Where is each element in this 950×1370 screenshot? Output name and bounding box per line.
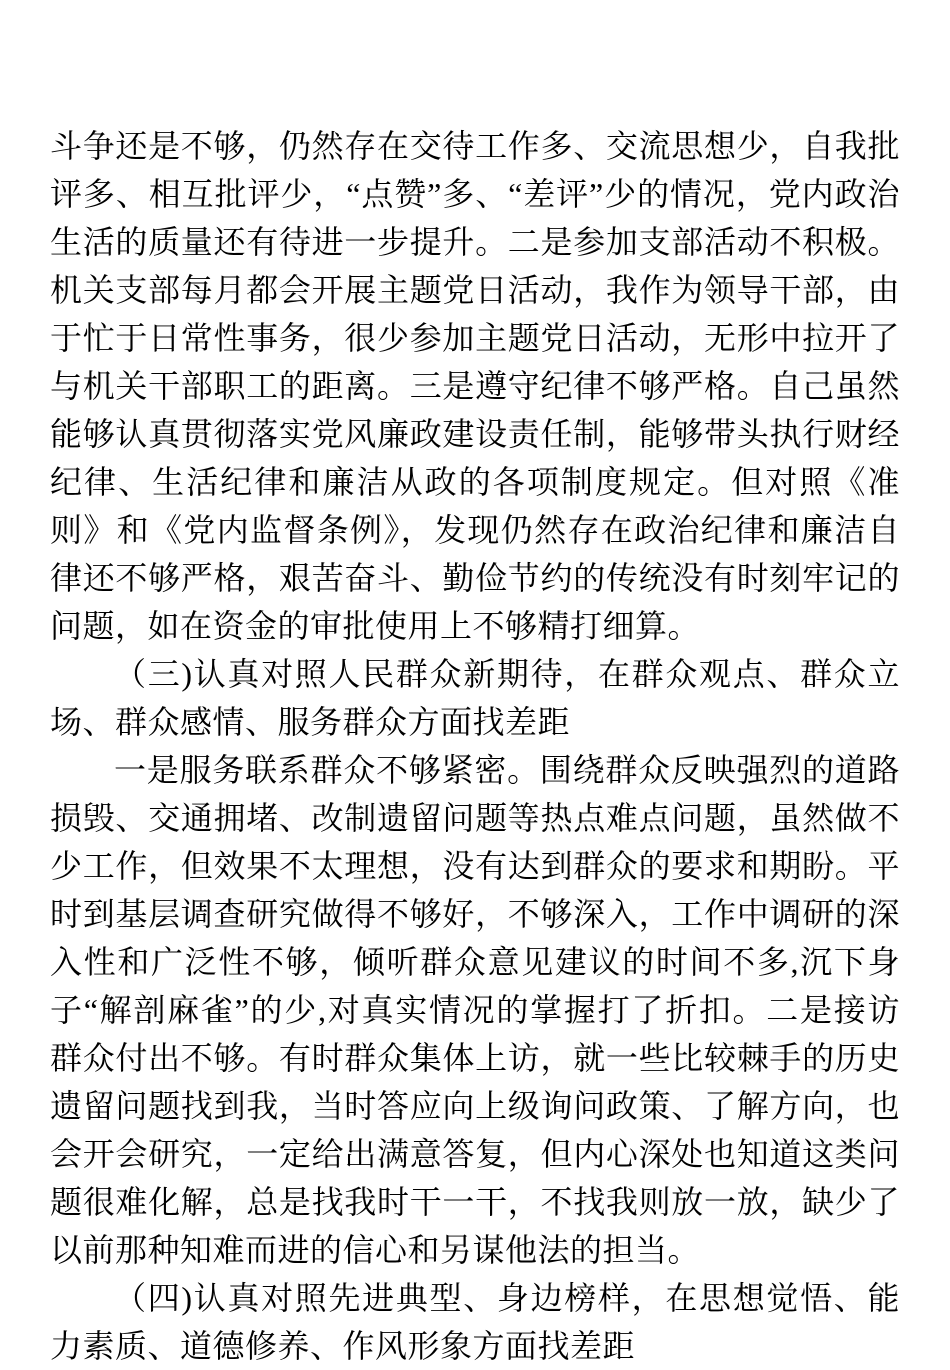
paragraph-continuation: 斗争还是不够，仍然存在交待工作多、交流思想少，自我批评多、相互批评少，“点赞”多、“差评”少的情况，党内政治生活的质量还有待进一步提升。二是参加支部活动不积极。机关支部每月都会开展主题党日活动，我作为领导干部，由于忙于日常性事务，很少参加主题党日活动，无形中拉开了与机关干部职工的距离。三是遵守纪律不够严格。自己虽然能够认真贯彻落实党风廉政建设责任制，能够带头执行财经纪律、生活纪律和廉洁从政的各项制度规定。但对照《准则》和《党内监督条例》，发现仍然存在政治纪律和廉洁自律还不够严格，艰苦奋斗、勤俭节约的传统没有时刻牢记的问题，如在资金的审批使用上不够精打细算。 bbox=[50, 128, 900, 644]
paragraph-heading-section-3: （三)认真对照人民群众新期待，在群众观点、群众立场、群众感情、服务群众方面找差距 bbox=[50, 656, 900, 740]
paragraph-section-3-body: 一是服务联系群众不够紧密。围绕群众反映强烈的道路损毁、交通拥堵、改制遗留问题等热点难点问题，虽然做不少工作，但效果不太理想，没有达到群众的要求和期盼。平时到基层调查研究做得不够好，不够深入，工作中调研的深入性和广泛性不够，倾听群众意见建议的时间不多,沉下身子“解剖麻雀”的少,对真实情况的掌握打了折扣。二是接访群众付出不够。有时群众集体上访，就一些比较棘手的历史遗留问题找到我，当时答应向上级询问政策、了解方向，也会开会研究，一定给出满意答复，但内心深处也知道这类问题很难化解，总是找我时干一干，不找我则放一放，缺少了以前那种知难而进的信心和另谋他法的担当。 bbox=[50, 752, 900, 1268]
paragraph-heading-section-4: （四)认真对照先进典型、身边榜样，在思想觉悟、能力素质、道德修养、作风形象方面找差距 bbox=[50, 1280, 900, 1364]
document-body bbox=[50, 122, 900, 1370]
